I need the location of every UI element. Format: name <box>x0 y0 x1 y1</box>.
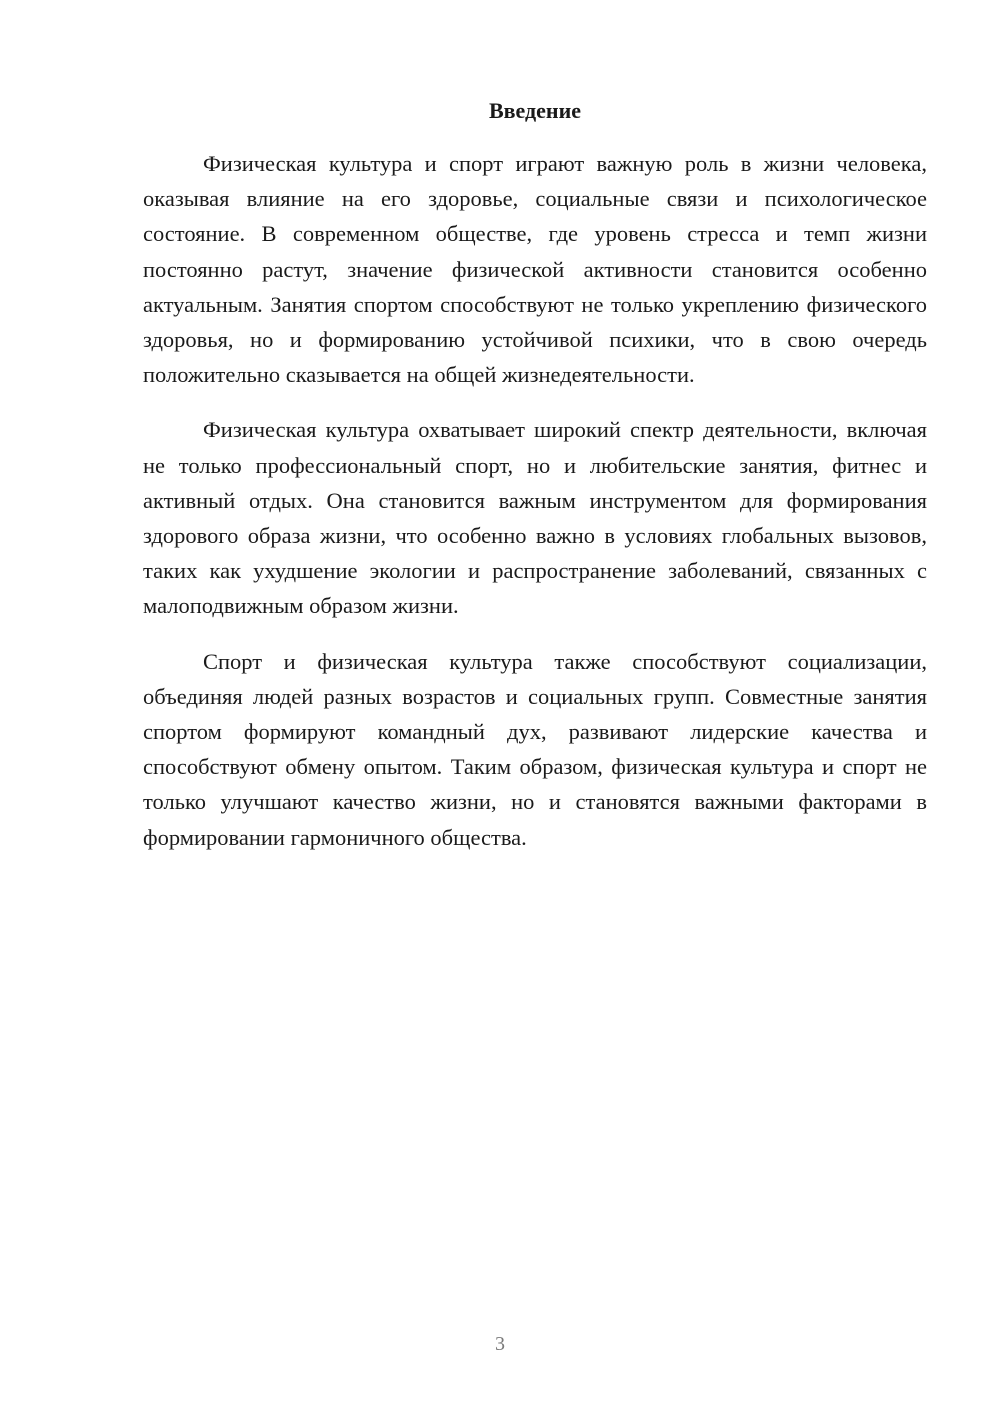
section-heading: Введение <box>488 98 582 123</box>
page-content <box>143 98 927 875</box>
paragraph-1: Физическая культура и спорт играют важную роль в жизни человека, оказывая влияние на его здоровье, социальные связи и психологическое состояние. В современном обществе, где уровень стресса и темп жизни постоянно растут, значение физической активности становится особенно актуальным. Занятия спортом способствуют не только укреплению физического здоровья, но и формированию устойчивой психики, что в свою очередь положительно сказывается на общей жизнедеятельности. <box>143 151 927 388</box>
page-number: 3 <box>495 1333 505 1355</box>
paragraph-3: Спорт и физическая культура также способствуют социализации, объединяя людей разных возрастов и социальных групп. Совместные занятия спортом формируют командный дух, развивают лидерские качества и способствуют обмену опытом. Таким образом, физическая культура и спорт не только улучшают качество жизни, но и становятся важными факторами в формировании гармоничного общества. <box>143 648 927 850</box>
paragraph-2: Физическая культура охватывает широкий спектр деятельности, включая не только профессиональный спорт, но и любительские занятия, фитнес и активный отдых. Она становится важным инструментом для формирования здорового образа жизни, что особенно важно в условиях глобальных вызовов, таких как ухудшение экологии и распространение заболеваний, связанных с малоподвижным образом жизни. <box>143 417 927 619</box>
